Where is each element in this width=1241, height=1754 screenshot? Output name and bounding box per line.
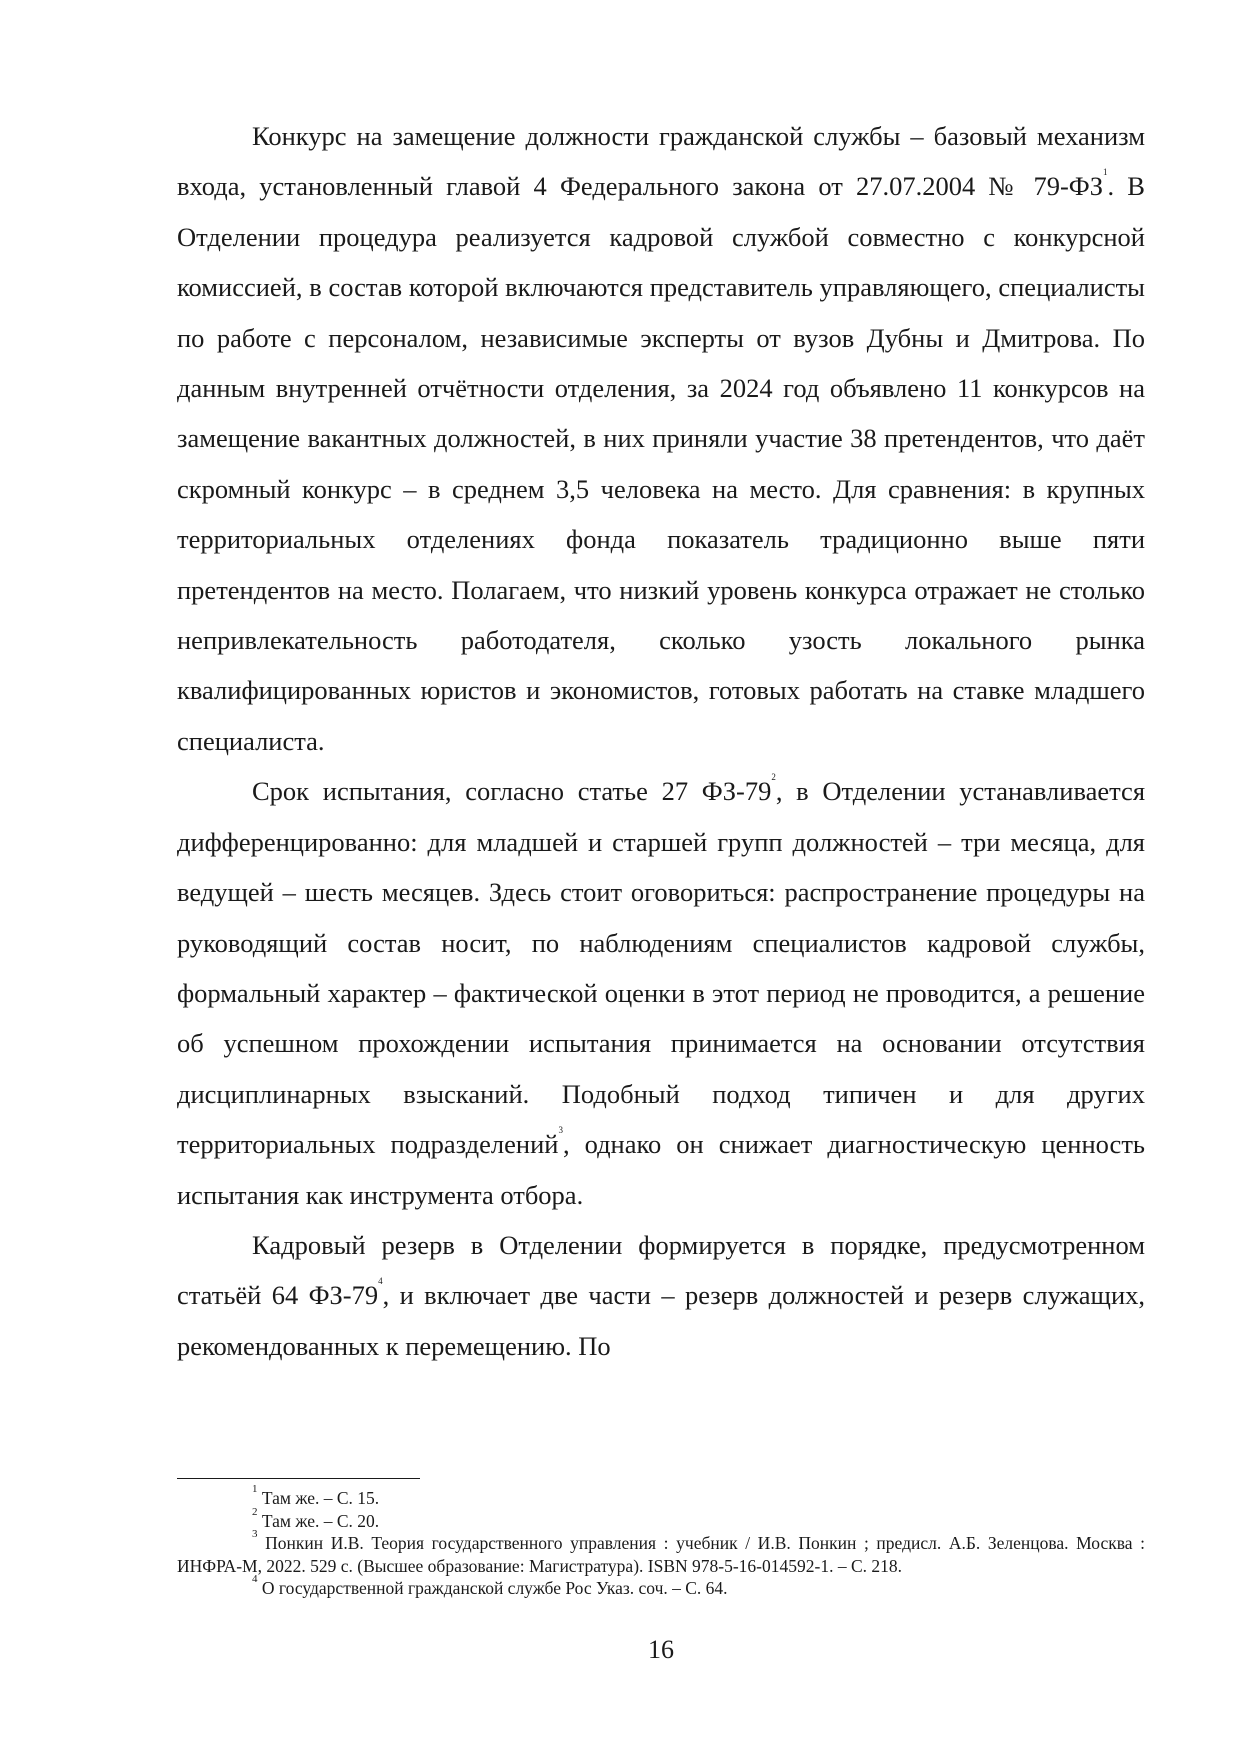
footnote-text: О государственной гражданской службе Рос Указ. соч. – С. 64. [261, 1578, 728, 1598]
paragraph-text: Кадровый резерв в Отделении формируется в порядке, предусмотренном статьёй 64 ФЗ-79 [177, 1229, 1145, 1311]
footnotes [177, 1483, 1146, 1600]
document-page [177, 0, 1145, 1754]
footnote-number: 1 [252, 1483, 258, 1495]
footnote-3 [177, 1528, 1146, 1577]
paragraph-text: Конкурс на замещение должности гражданской службы – базовый механизм входа, установленный главой 4 Федерального закона от 27.07.2004 № 79-ФЗ [177, 121, 1145, 202]
paragraph-probation [177, 766, 1145, 1220]
paragraph-text: , однако он снижает диагностическую ценность испытания как инструмента отбора. [177, 1129, 1145, 1210]
footnote-4 [177, 1573, 1145, 1600]
paragraph-text: , в Отделении устанавливается дифференцированно: для младшей и старшей групп должностей – три месяца, для ведущей – шесть месяцев. Здесь стоит оговориться: распространение процедуры на руководящий состав носит, по наблюдениям специалистов кадровой службы, формальный характер – фактической оценки в этот период не проводится, а решение об успешном прохождении испытания принимается на основании отсутствия дисциплинарных взысканий. Подобный подход типичен и для других территориальных подразделений [177, 776, 1146, 1160]
footnote-text: Понкин И.В. Теория государственного управления : учебник / И.В. Понкин ; предисл. А.Б. Зеленцова. Москва : ИНФРА-М, 2022. 529 с. (Высшее образование: Магистратура). ISBN 978-5-16-014592-1. – С. 218. [177, 1533, 1146, 1576]
footnote-reference[interactable]: 1 [1103, 167, 1108, 178]
footnote-number: 4 [252, 1573, 258, 1585]
footnote-text: Там же. – С. 20. [261, 1510, 380, 1531]
footnote-number: 2 [252, 1505, 258, 1518]
body-text [177, 111, 1145, 1371]
page-number: 16 [648, 1635, 674, 1664]
footnote-1 [177, 1483, 1145, 1510]
footnote-reference[interactable]: 4 [378, 1276, 383, 1287]
paragraph-competition [177, 111, 1145, 766]
footnote-reference[interactable]: 2 [771, 772, 776, 783]
paragraph-personnel-reserve [177, 1220, 1145, 1371]
footnote-reference[interactable]: 3 [558, 1125, 563, 1136]
footnote-text: Там же. – С. 15. [261, 1488, 380, 1508]
paragraph-text: , и включает две части – резерв должностей и резерв служащих, рекомендованных к перемещению. По [177, 1280, 1145, 1361]
footnote-2 [177, 1505, 1145, 1533]
footnote-number: 3 [252, 1528, 258, 1540]
paragraph-text: Срок испытания, согласно статье 27 ФЗ-79 [252, 776, 772, 807]
footnote-separator [177, 1478, 420, 1479]
paragraph-text: . В Отделении процедура реализуется кадровой службой совместно с конкурсной комиссией, в состав которой включаются представитель управляющего, специалисты по работе с персоналом, независимые эксперты от вузов Дубны и Дмитрова. По данным внутренней отчётности отделения, за 2024 год объявлено 11 конкурсов на замещение вакантных должностей, в них приняли участие 38 претендентов, что даёт скромный конкурс – в среднем 3,5 человека на место. Для сравнения: в крупных территориальных отделениях фонда показатель традиционно выше пяти претендентов на место. Полагаем, что низкий уровень конкурса отражает не столько непривлекательность работодателя, сколько узость локального рынка квалифицированных юристов и экономистов, готовых работать на ставке младшего специалиста. [177, 171, 1145, 756]
